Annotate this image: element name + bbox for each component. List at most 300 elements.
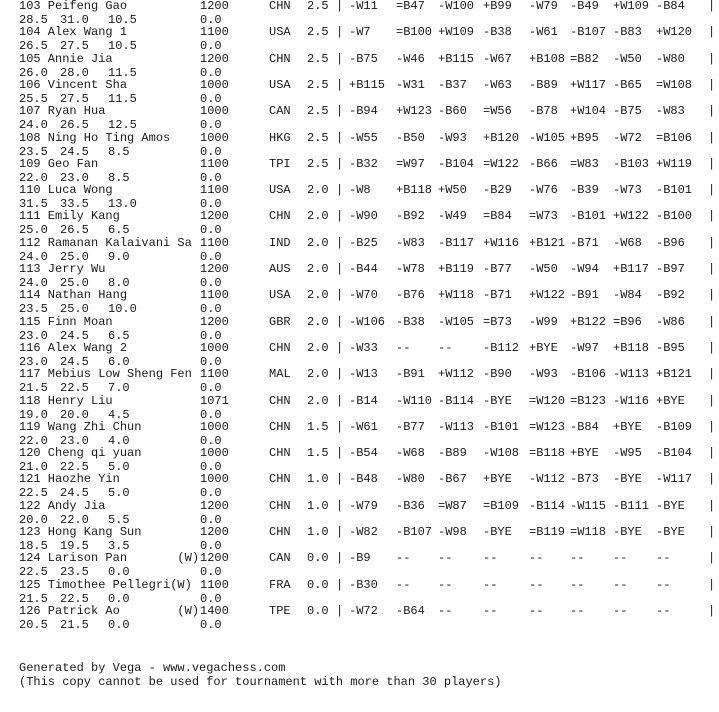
- round-4-result: -BYE: [483, 393, 512, 408]
- performance: 0.0: [200, 565, 222, 580]
- round-8-result: --: [656, 577, 671, 592]
- round-5-result: --: [529, 551, 544, 566]
- tiebreak-2: 27.5: [60, 91, 89, 106]
- player-name: 104 Alex Wang 1: [19, 25, 128, 40]
- column-separator: |: [708, 156, 716, 171]
- column-separator: |: [708, 419, 716, 434]
- player-points: 2.5: [307, 51, 329, 66]
- round-7-result: --: [613, 603, 628, 618]
- tiebreak-1: 24.0: [19, 276, 48, 290]
- table-row: [0, 552, 719, 580]
- column-separator: |: [336, 104, 344, 119]
- player-name: 111 Emily Kang: [19, 209, 120, 224]
- tiebreak-3: 11.5: [108, 65, 137, 80]
- round-1-result: +B115: [349, 77, 386, 92]
- performance: 0.0: [200, 539, 222, 553]
- player-name: 109 Geo Fan: [19, 156, 99, 171]
- column-separator: |: [336, 77, 344, 92]
- tiebreak-1: 19.0: [19, 407, 48, 422]
- round-7-result: -W95: [613, 446, 642, 461]
- round-5-result: -B78: [529, 104, 558, 119]
- tiebreak-1: 23.5: [19, 144, 48, 159]
- table-row: [0, 237, 719, 265]
- player-federation: MAL: [269, 367, 291, 382]
- footer: [19, 661, 501, 689]
- round-4-result: +B99: [483, 0, 512, 13]
- round-2-result: --: [396, 551, 411, 566]
- round-6-result: -B39: [570, 183, 599, 198]
- column-separator: |: [336, 51, 344, 66]
- round-3-result: -B89: [438, 446, 467, 461]
- round-3-result: -W93: [438, 130, 467, 145]
- round-6-result: -W94: [570, 262, 599, 276]
- player-points: 1.5: [307, 419, 329, 434]
- tiebreak-1: 25.0: [19, 223, 48, 238]
- round-8-result: +W120: [656, 25, 693, 40]
- round-3-result: +W50: [438, 183, 467, 198]
- column-separator: |: [336, 235, 344, 250]
- player-federation: HKG: [269, 130, 291, 145]
- round-7-result: -B65: [613, 77, 642, 92]
- tiebreak-1: 25.5: [19, 91, 48, 106]
- player-rating: 1200: [200, 262, 229, 276]
- round-8-result: =W108: [656, 77, 693, 92]
- round-3-result: -B114: [438, 393, 475, 408]
- round-5-result: +W122: [529, 288, 566, 303]
- round-6-result: -B49: [570, 0, 599, 13]
- round-8-result: +B121: [656, 367, 693, 382]
- table-row: [0, 132, 719, 160]
- tiebreak-3: 0.0: [108, 591, 130, 606]
- round-4-result: -B29: [483, 183, 512, 198]
- round-8-result: -BYE: [656, 525, 685, 539]
- table-row: [0, 342, 719, 370]
- round-3-result: +W112: [438, 367, 475, 382]
- player-points: 2.0: [307, 183, 329, 198]
- round-1-result: -W70: [349, 288, 378, 303]
- round-3-result: +B115: [438, 51, 475, 66]
- column-separator: |: [336, 498, 344, 513]
- tiebreak-1: 22.0: [19, 170, 48, 185]
- round-1-result: -W7: [349, 25, 371, 40]
- performance: 0.0: [200, 144, 222, 159]
- round-2-result: +W123: [396, 104, 433, 119]
- player-rating: 1200: [200, 498, 229, 513]
- player-name: 112 Ramanan Kalaivani Sa: [19, 235, 192, 250]
- round-1-result: -B54: [349, 446, 378, 461]
- column-separator: |: [336, 446, 344, 461]
- round-7-result: -B111: [613, 498, 650, 513]
- tiebreak-2: 22.5: [60, 591, 89, 606]
- performance: 0.0: [200, 249, 222, 264]
- tiebreak-3: 6.0: [108, 354, 130, 369]
- player-name: 126 Patrick Ao (W): [19, 603, 200, 618]
- player-rating: 1100: [200, 367, 229, 382]
- footer-license-note: (This copy cannot be used for tournament with more than 30 players): [19, 675, 502, 689]
- player-rating: 1200: [200, 209, 229, 224]
- player-federation: CHN: [269, 209, 291, 224]
- round-1-result: -W11: [349, 0, 378, 13]
- round-4-result: -B112: [483, 340, 520, 355]
- performance: 0.0: [200, 381, 222, 396]
- column-separator: |: [708, 209, 716, 224]
- column-separator: |: [708, 77, 716, 92]
- round-2-result: -W78: [396, 262, 425, 276]
- player-name: 122 Andy Jia: [19, 498, 106, 513]
- round-3-result: --: [438, 603, 453, 618]
- round-3-result: +B119: [438, 262, 475, 276]
- table-row: [0, 605, 719, 633]
- round-4-result: =B73: [483, 314, 512, 329]
- round-6-result: -B84: [570, 419, 599, 434]
- tiebreak-2: 31.0: [60, 13, 89, 27]
- round-2-result: =B100: [396, 25, 433, 40]
- round-1-result: -W8: [349, 183, 371, 198]
- round-7-result: +B118: [613, 340, 650, 355]
- round-8-result: =B106: [656, 130, 693, 145]
- round-1-result: -W55: [349, 130, 378, 145]
- round-5-result: =W120: [529, 393, 566, 408]
- tiebreak-1: 22.0: [19, 433, 48, 448]
- tiebreak-3: 10.5: [108, 39, 137, 54]
- player-points: 0.0: [307, 603, 329, 618]
- tiebreak-1: 21.5: [19, 381, 48, 396]
- column-separator: |: [708, 51, 716, 66]
- player-rating: 1000: [200, 130, 229, 145]
- tiebreak-3: 7.0: [108, 381, 130, 396]
- round-7-result: -BYE: [613, 472, 642, 487]
- round-7-result: -W68: [613, 235, 642, 250]
- table-row: [0, 447, 719, 475]
- tiebreak-3: 12.5: [108, 118, 137, 133]
- tiebreak-3: 8.5: [108, 170, 130, 185]
- column-separator: |: [336, 603, 344, 618]
- player-points: 2.0: [307, 340, 329, 355]
- round-3-result: --: [438, 577, 453, 592]
- player-federation: IND: [269, 235, 291, 250]
- tiebreak-3: 4.5: [108, 407, 130, 422]
- column-separator: |: [708, 183, 716, 198]
- player-points: 1.0: [307, 525, 329, 539]
- player-rating: 1000: [200, 340, 229, 355]
- column-separator: |: [708, 551, 716, 566]
- player-name: 103 Peifeng Gao: [19, 0, 128, 13]
- table-row: [0, 526, 719, 554]
- round-2-result: -B76: [396, 288, 425, 303]
- tiebreak-1: 18.5: [19, 539, 48, 553]
- column-separator: |: [336, 393, 344, 408]
- player-federation: CHN: [269, 498, 291, 513]
- round-3-result: -W113: [438, 419, 475, 434]
- tiebreak-1: 24.0: [19, 249, 48, 264]
- column-separator: |: [336, 209, 344, 224]
- round-1-result: -B14: [349, 393, 378, 408]
- tiebreak-2: 23.5: [60, 565, 89, 580]
- round-5-result: +B108: [529, 51, 566, 66]
- performance: 0.0: [200, 617, 222, 632]
- tiebreak-3: 13.0: [108, 197, 137, 212]
- round-7-result: -W116: [613, 393, 650, 408]
- player-points: 2.5: [307, 104, 329, 119]
- round-4-result: -W67: [483, 51, 512, 66]
- column-separator: |: [708, 340, 716, 355]
- player-federation: CHN: [269, 51, 291, 66]
- tiebreak-2: 25.0: [60, 302, 89, 317]
- tiebreak-3: 8.5: [108, 144, 130, 159]
- tiebreak-2: 25.0: [60, 249, 89, 264]
- column-separator: |: [708, 235, 716, 250]
- player-points: 2.5: [307, 130, 329, 145]
- table-row: [0, 263, 719, 291]
- performance: 0.0: [200, 170, 222, 185]
- round-6-result: -B106: [570, 367, 607, 382]
- round-8-result: -B84: [656, 0, 685, 13]
- tiebreak-3: 5.0: [108, 486, 130, 501]
- round-6-result: -B107: [570, 25, 607, 40]
- round-7-result: +BYE: [613, 419, 642, 434]
- player-rating: 1000: [200, 77, 229, 92]
- column-separator: |: [336, 183, 344, 198]
- round-2-result: -W68: [396, 446, 425, 461]
- player-points: 2.0: [307, 367, 329, 382]
- tiebreak-2: 20.0: [60, 407, 89, 422]
- round-4-result: --: [483, 551, 498, 566]
- round-3-result: -B37: [438, 77, 467, 92]
- round-8-result: -B96: [656, 235, 685, 250]
- round-3-result: -W49: [438, 209, 467, 224]
- round-7-result: -W72: [613, 130, 642, 145]
- round-5-result: +BYE: [529, 340, 558, 355]
- tiebreak-3: 0.0: [108, 565, 130, 580]
- table-row: [0, 500, 719, 528]
- player-federation: CAN: [269, 104, 291, 119]
- performance: 0.0: [200, 276, 222, 290]
- table-row: [0, 289, 719, 317]
- performance: 0.0: [200, 407, 222, 422]
- tiebreak-2: 21.5: [60, 617, 89, 632]
- round-2-result: -W80: [396, 472, 425, 487]
- player-rating: 1200: [200, 51, 229, 66]
- player-rating: 1100: [200, 183, 229, 198]
- round-8-result: -B101: [656, 183, 693, 198]
- round-4-result: -B101: [483, 419, 520, 434]
- column-separator: |: [708, 0, 716, 13]
- round-8-result: -BYE: [656, 498, 685, 513]
- round-3-result: -B60: [438, 104, 467, 119]
- round-2-result: =B47: [396, 0, 425, 13]
- round-2-result: -B64: [396, 603, 425, 618]
- player-name: 105 Annie Jia: [19, 51, 113, 66]
- tiebreak-3: 6.5: [108, 223, 130, 238]
- round-8-result: -W86: [656, 314, 685, 329]
- tiebreak-2: 25.0: [60, 276, 89, 290]
- round-8-result: -W80: [656, 51, 685, 66]
- player-points: 1.0: [307, 472, 329, 487]
- round-4-result: --: [483, 577, 498, 592]
- player-name: 123 Hong Kang Sun: [19, 525, 142, 539]
- round-5-result: --: [529, 577, 544, 592]
- column-separator: |: [336, 367, 344, 382]
- player-rating: 1200: [200, 551, 229, 566]
- performance: 0.0: [200, 433, 222, 448]
- tiebreak-3: 5.5: [108, 512, 130, 527]
- player-points: 2.0: [307, 288, 329, 303]
- round-8-result: -B100: [656, 209, 693, 224]
- round-2-result: -B77: [396, 419, 425, 434]
- tiebreak-2: 24.5: [60, 486, 89, 501]
- round-5-result: =W123: [529, 419, 566, 434]
- round-8-result: -W83: [656, 104, 685, 119]
- player-name: 113 Jerry Wu: [19, 262, 106, 276]
- player-name: 121 Haozhe Yin: [19, 472, 120, 487]
- column-separator: |: [708, 130, 716, 145]
- player-rating: 1400: [200, 603, 229, 618]
- round-1-result: -W79: [349, 498, 378, 513]
- performance: 0.0: [200, 486, 222, 501]
- round-3-result: -B67: [438, 472, 467, 487]
- round-1-result: -B44: [349, 262, 378, 276]
- player-points: 0.0: [307, 551, 329, 566]
- round-5-result: -W93: [529, 367, 558, 382]
- round-6-result: --: [570, 577, 585, 592]
- round-6-result: --: [570, 603, 585, 618]
- round-7-result: -B75: [613, 104, 642, 119]
- round-8-result: --: [656, 603, 671, 618]
- round-6-result: -B91: [570, 288, 599, 303]
- player-federation: USA: [269, 183, 291, 198]
- table-row: [0, 53, 719, 81]
- player-federation: TPI: [269, 156, 291, 171]
- round-7-result: +W122: [613, 209, 650, 224]
- column-separator: |: [336, 156, 344, 171]
- performance: 0.0: [200, 197, 222, 212]
- player-rating: 1100: [200, 235, 229, 250]
- performance: 0.0: [200, 39, 222, 54]
- round-4-result: -B71: [483, 288, 512, 303]
- round-1-result: -W90: [349, 209, 378, 224]
- player-rating: 1000: [200, 419, 229, 434]
- table-row: [0, 184, 719, 212]
- column-separator: |: [708, 104, 716, 119]
- tiebreak-2: 22.0: [60, 512, 89, 527]
- round-7-result: -BYE: [613, 525, 642, 539]
- round-6-result: +W117: [570, 77, 607, 92]
- round-1-result: -W61: [349, 419, 378, 434]
- column-separator: |: [336, 340, 344, 355]
- player-points: 2.0: [307, 235, 329, 250]
- round-5-result: -W112: [529, 472, 566, 487]
- performance: 0.0: [200, 65, 222, 80]
- table-row: [0, 0, 719, 28]
- round-8-result: -B95: [656, 340, 685, 355]
- round-4-result: -B77: [483, 262, 512, 276]
- player-rating: 1100: [200, 288, 229, 303]
- player-federation: AUS: [269, 262, 291, 276]
- round-3-result: -W100: [438, 0, 475, 13]
- performance: 0.0: [200, 13, 222, 27]
- column-separator: |: [708, 314, 716, 329]
- round-2-result: -B36: [396, 498, 425, 513]
- footer-generated-by: Generated by Vega - www.vegachess.com: [19, 661, 286, 675]
- round-4-result: +BYE: [483, 472, 512, 487]
- tiebreak-3: 8.0: [108, 276, 130, 290]
- player-points: 2.0: [307, 209, 329, 224]
- round-3-result: -W105: [438, 314, 475, 329]
- column-separator: |: [708, 288, 716, 303]
- column-separator: |: [708, 446, 716, 461]
- round-6-result: +W104: [570, 104, 607, 119]
- performance: 0.0: [200, 118, 222, 133]
- round-6-result: -B101: [570, 209, 607, 224]
- round-5-result: --: [529, 603, 544, 618]
- round-1-result: -W82: [349, 525, 378, 539]
- performance: 0.0: [200, 354, 222, 369]
- player-rating: 1000: [200, 472, 229, 487]
- player-rating: 1100: [200, 25, 229, 40]
- tiebreak-1: 22.5: [19, 486, 48, 501]
- round-5-result: -W61: [529, 25, 558, 40]
- round-8-result: +W119: [656, 156, 693, 171]
- player-name: 118 Henry Liu: [19, 393, 113, 408]
- tiebreak-3: 4.0: [108, 433, 130, 448]
- round-8-result: -B92: [656, 288, 685, 303]
- round-4-result: -W108: [483, 446, 520, 461]
- round-4-result: --: [483, 603, 498, 618]
- round-6-result: =B123: [570, 393, 607, 408]
- column-separator: |: [336, 577, 344, 592]
- player-federation: CAN: [269, 551, 291, 566]
- round-6-result: =B82: [570, 51, 599, 66]
- tiebreak-3: 10.0: [108, 302, 137, 317]
- column-separator: |: [708, 603, 716, 618]
- round-7-result: -W73: [613, 183, 642, 198]
- round-5-result: +B121: [529, 235, 566, 250]
- column-separator: |: [336, 419, 344, 434]
- column-separator: |: [708, 498, 716, 513]
- round-8-result: --: [656, 551, 671, 566]
- player-federation: CHN: [269, 0, 291, 13]
- player-name: 124 Larison Pan (W): [19, 551, 200, 566]
- round-1-result: -B94: [349, 104, 378, 119]
- round-6-result: --: [570, 551, 585, 566]
- tiebreak-1: 24.0: [19, 118, 48, 133]
- performance: 0.0: [200, 591, 222, 606]
- column-separator: |: [708, 25, 716, 40]
- column-separator: |: [336, 288, 344, 303]
- player-points: 2.5: [307, 77, 329, 92]
- round-3-result: --: [438, 340, 453, 355]
- round-1-result: -B48: [349, 472, 378, 487]
- round-7-result: -W113: [613, 367, 650, 382]
- tiebreak-1: 31.5: [19, 197, 48, 212]
- round-2-result: --: [396, 340, 411, 355]
- round-8-result: -B97: [656, 262, 685, 276]
- round-4-result: +W116: [483, 235, 520, 250]
- round-6-result: -W97: [570, 340, 599, 355]
- performance: 0.0: [200, 512, 222, 527]
- round-1-result: -B25: [349, 235, 378, 250]
- round-6-result: -W115: [570, 498, 607, 513]
- round-5-result: -W99: [529, 314, 558, 329]
- tiebreak-1: 22.5: [19, 565, 48, 580]
- round-2-result: -B50: [396, 130, 425, 145]
- player-rating: 1200: [200, 314, 229, 329]
- round-1-result: -B75: [349, 51, 378, 66]
- round-2-result: -W83: [396, 235, 425, 250]
- table-row: [0, 158, 719, 186]
- tiebreak-2: 22.5: [60, 381, 89, 396]
- player-rating: 1100: [200, 156, 229, 171]
